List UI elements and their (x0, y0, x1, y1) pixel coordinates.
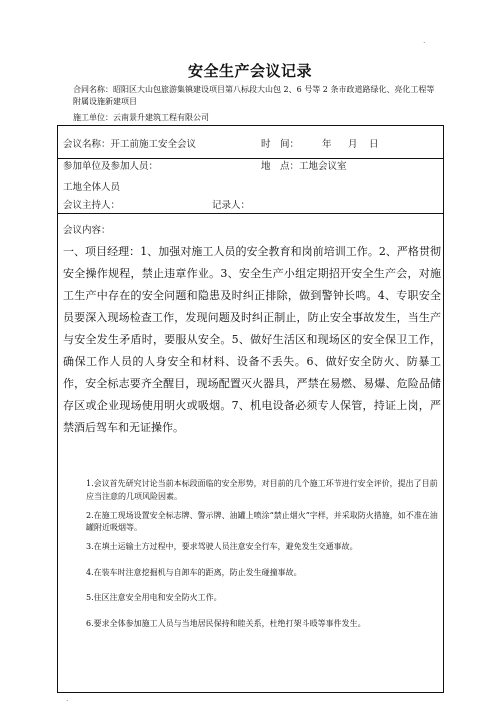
list-item: 5.住区注意安全用电和安全防火工作。 (86, 593, 222, 602)
meeting-name: 会议名称：开工前施工安全会议 (63, 139, 197, 150)
meeting-record-form (57, 125, 444, 693)
meeting-items-list (86, 478, 438, 637)
time-month: 月 (348, 139, 358, 150)
time-year: 年 (322, 139, 332, 150)
meeting-content-text: 一、项目经理：1、加强对施工人员的安全教育和岗前培训工作。2、严格贯彻安全操作规程，禁止违章作业。3、安全生产小组定期招开安全生产会，对施工生产中存在的安全问题和隐患及时纠正排除，做到警钟长鸣。4、专职安全员要深入现场检查工作，发现问题及时纠正制止，防止安全事故发生，当生产与安全发生矛盾时，要服从安全。5、做好生活区和现场区的安全保卫工作，确保工作人员的人身安全和材料、设备不丢失。6、做好安全防火、防暴工作，安全标志要齐全醒目，现场配置灭火器具，严禁在易燃、易爆、危险品储存区或企业现场使用明火或吸烟。7、机电设备必须专人保管，持证上岗，严禁酒后驾车和无证操作。 (63, 245, 441, 434)
list-item: 1.会议首先研究讨论当前本标段面临的安全形势，对目前的几个施工环节进行安全评价，提出了目前应当注意的几项风险因素。 (86, 479, 438, 501)
row-divider (58, 213, 443, 214)
page-mark-top: . (423, 36, 426, 45)
list-item: 2.在施工现场设置安全标志牌、警示牌、油罐上喷涂“禁止烟火”字样，并采取防火措施，如不准在油罐附近吸烟等。 (86, 510, 438, 532)
construction-unit: 施工单位：云南景升建筑工程有限公司 (73, 113, 209, 122)
meeting-location: 地 点：工地会议室 (261, 161, 347, 172)
page-mark-bottom: . (66, 694, 69, 703)
list-item: 3.在填土运输土方过程中，要求驾驶人员注意安全行车，避免发生交通事故。 (86, 542, 358, 551)
list-item: 4.在装车时注意挖掘机与自卸车的距离，防止发生碰撞事故。 (86, 567, 302, 577)
document-title: 安全生产会议记录 (187, 62, 312, 80)
meeting-content-label: 会议内容： (63, 225, 111, 236)
time-day: 日 (369, 139, 379, 150)
participants-value: 工地全体人员 (63, 182, 121, 193)
participants-label: 参加单位及参加人员： (63, 161, 159, 172)
list-item: 6.要求全体参加施工人员与当地居民保持和睦关系，杜绝打架斗殴等事件发生。 (86, 618, 366, 628)
meeting-host-label: 会议主持人： (63, 200, 121, 211)
meeting-time-label: 时 间： (261, 139, 300, 150)
recorder-label: 记录人： (212, 200, 251, 211)
contract-name: 合同名称：昭阳区大山包旅游集镇建设项目第八标段大山包 2、6 号等 2 条市政道路绿化、亮化工程等附属设施新建项目 (73, 85, 435, 106)
